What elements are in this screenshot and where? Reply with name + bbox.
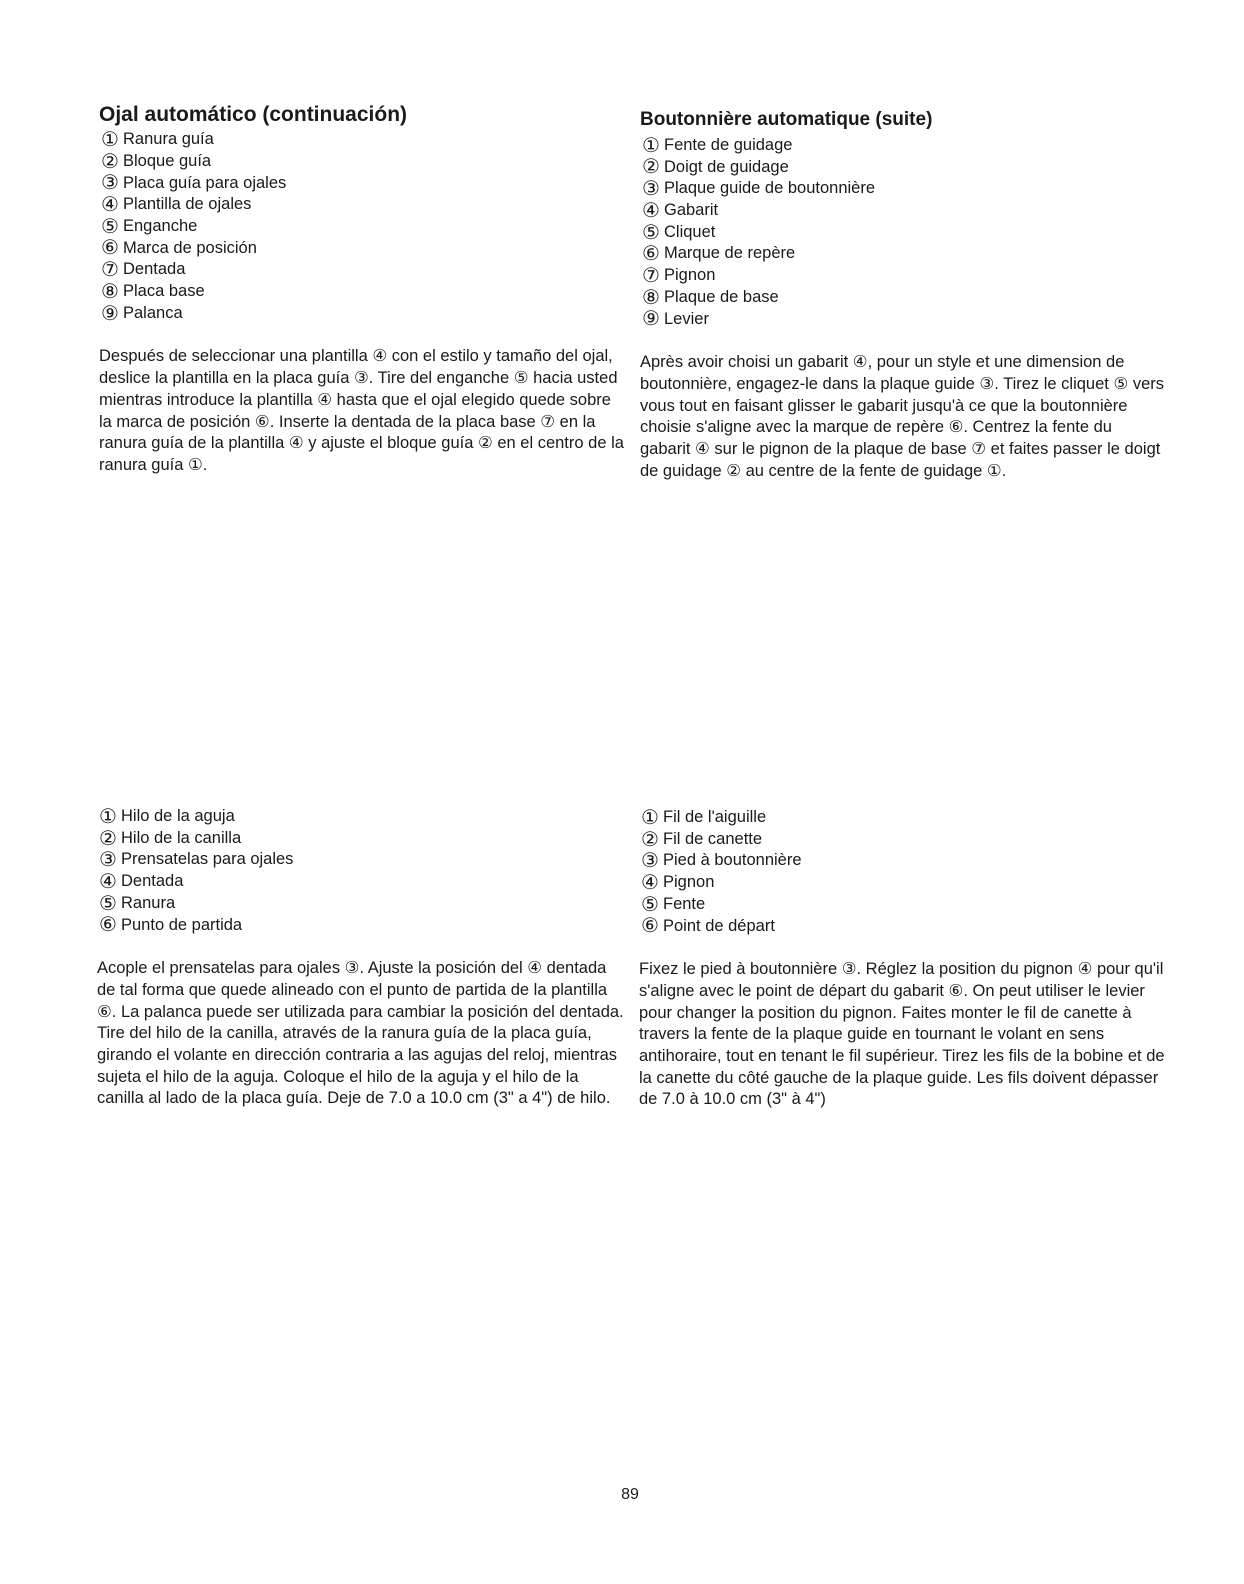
legend-label: Levier — [664, 309, 709, 328]
legend-list-es-bottom — [97, 806, 627, 936]
legend-label: Gabarit — [664, 201, 719, 219]
legend-label: Hilo de la aguja — [121, 807, 235, 825]
top-es-column — [99, 103, 624, 477]
legend-label: Marca de posición — [123, 238, 257, 257]
legend-label: Fil de canette — [663, 829, 763, 848]
legend-number: ② — [642, 156, 660, 179]
legend-item — [97, 849, 627, 871]
instructions-paragraph-fr-bottom: Fixez le pied à boutonnière ③. Réglez la position du pignon ④ pour qu'il s'aligne avec le point de départ du gabarit ⑥. On peut utiliser le levier pour changer la position du pignon. Faites monter le fil de canette à travers la fente de la plaque guide en tournant le volant en sens antihoraire, tout en tenant le fil supérieur. Tirez les fils de la bobine et de la canette du côté gauche de la plaque guide. Les fils doivent dépasser de 7.0 à 10.0 cm (3" à 4") — [639, 960, 1165, 1109]
legend-number: ⑥ — [641, 915, 659, 938]
legend-number: ⑤ — [101, 215, 119, 238]
bottom-fr-column — [639, 807, 1169, 1111]
legend-label: Fente — [663, 894, 706, 913]
legend-label: Dentada — [123, 260, 186, 279]
legend-item — [640, 287, 1165, 309]
legend-item — [99, 129, 624, 151]
legend-item — [99, 238, 624, 260]
legend-number: ④ — [101, 194, 119, 217]
legend-list-fr-top — [640, 135, 1165, 330]
legend-number: ③ — [641, 850, 659, 873]
legend-item — [639, 807, 1169, 829]
bottom-es-column — [97, 806, 627, 1110]
page-number: 89 — [621, 1486, 639, 1503]
legend-item — [639, 916, 1169, 938]
instructions-paragraph-es-top: Después de seleccionar una plantilla ④ con el estilo y tamaño del ojal, deslice la plantilla en la placa guía ③. Tire del enganche ⑤ hacia usted mientras introduce la plantilla ④ hasta que el ojal elegido quede sobre la marca de posición ⑥. Inserte la dentada de la placa base ⑦ en la ranura guía de la plantilla ④ y ajuste el bloque guía ② en el centro de la ranura guía ①. — [99, 347, 624, 474]
legend-list-es-top — [99, 129, 624, 324]
legend-number: ③ — [642, 178, 660, 201]
legend-label: Prensatelas para ojales — [121, 850, 294, 869]
legend-item — [97, 806, 627, 828]
legend-label: Ranura guía — [123, 130, 214, 149]
legend-item — [99, 216, 624, 238]
legend-item — [99, 303, 624, 325]
legend-number: ⑤ — [642, 221, 660, 244]
legend-label: Placa base — [123, 282, 205, 301]
legend-label: Bloque guía — [123, 151, 212, 170]
legend-number: ① — [641, 806, 659, 829]
legend-label: Point de départ — [663, 916, 775, 935]
legend-number: ⑦ — [101, 259, 119, 282]
legend-item — [640, 309, 1165, 331]
legend-label: Dentada — [121, 872, 184, 891]
legend-item — [99, 194, 624, 216]
legend-number: ⑥ — [642, 243, 660, 266]
legend-label: Pignon — [663, 873, 715, 892]
legend-number: ④ — [641, 871, 659, 894]
legend-label: Pied à boutonnière — [663, 851, 802, 870]
legend-item — [640, 178, 1165, 200]
legend-label: Palanca — [123, 303, 183, 322]
legend-number: ⑨ — [642, 308, 660, 331]
top-fr-column — [640, 110, 1165, 482]
legend-item — [639, 872, 1169, 894]
legend-item — [640, 243, 1165, 265]
legend-item — [640, 157, 1165, 179]
legend-label: Hilo de la canilla — [121, 828, 242, 847]
legend-number: ④ — [99, 870, 117, 893]
instructions-paragraph-fr-top: Après avoir choisi un gabarit ④, pour un style et une dimension de boutonnière, engagez-le dans la plaque guide ③. Tirez le cliquet ⑤ vers vous tout en faisant glisser le gabarit jusqu'à ce que la boutonnière choisie s'aligne avec la marque de repère ⑥. Centrez la fente du gabarit ④ sur le pignon de la plaque de base ⑦ et faites passer le doigt de guidage ② au centre de la fente de guidage ①. — [640, 353, 1164, 480]
legend-label: Enganche — [123, 216, 198, 235]
legend-label: Ranura — [121, 893, 176, 912]
legend-number: ⑥ — [101, 237, 119, 260]
legend-item — [97, 828, 627, 850]
legend-item — [99, 281, 624, 303]
legend-item — [97, 915, 627, 937]
legend-label: Plaque guide de boutonnière — [664, 179, 876, 198]
legend-label: Fil de l'aiguille — [663, 808, 767, 826]
legend-number: ⑥ — [99, 914, 117, 937]
legend-item — [99, 173, 624, 195]
legend-label: Pignon — [664, 266, 716, 285]
legend-number: ⑧ — [642, 286, 660, 309]
legend-label: Marque de repère — [664, 244, 796, 263]
legend-number: ⑤ — [99, 892, 117, 915]
legend-item — [640, 222, 1165, 244]
legend-item — [99, 151, 624, 173]
legend-number: ② — [641, 828, 659, 851]
legend-item — [639, 829, 1169, 851]
legend-label: Plantilla de ojales — [123, 195, 252, 214]
legend-label: Punto de partida — [121, 915, 243, 934]
legend-item — [97, 893, 627, 915]
legend-number: ⑨ — [101, 302, 119, 325]
legend-item — [97, 871, 627, 893]
legend-label: Plaque de base — [664, 287, 779, 306]
instructions-paragraph-es-bottom: Acople el prensatelas para ojales ③. Ajuste la posición del ④ dentada de tal forma que quede alineado con el punto de partida de la plantilla ⑥. La palanca puede ser utilizada para cambiar la posición del dentada. Tire del hilo de la canilla, através de la ranura guía de la placa guía, girando el volante en dirección contraria a las agujas del reloj, mientras sujeta el hilo de la aguja. Coloque el hilo de la aguja y el hilo de la canilla al lado de la placa guía. Deje de 7.0 a 10.0 cm (3" a 4") de hilo. — [97, 959, 624, 1108]
legend-item — [639, 850, 1169, 872]
legend-label: Fente de guidage — [664, 135, 793, 154]
legend-number: ① — [99, 805, 117, 828]
legend-item — [640, 200, 1165, 222]
legend-item — [640, 265, 1165, 287]
legend-item — [99, 259, 624, 281]
page-title-fr: Boutonnière automatique (suite) — [640, 109, 933, 130]
legend-label: Doigt de guidage — [664, 157, 789, 176]
legend-number: ① — [101, 128, 119, 151]
legend-label: Cliquet — [664, 222, 716, 241]
legend-list-fr-bottom — [639, 807, 1169, 937]
legend-number: ⑧ — [101, 280, 119, 303]
legend-label: Placa guía para ojales — [123, 173, 287, 192]
legend-item — [639, 894, 1169, 916]
legend-number: ① — [642, 134, 660, 157]
legend-number: ⑤ — [641, 893, 659, 916]
page-title-es: Ojal automático (continuación) — [99, 103, 408, 126]
legend-number: ④ — [642, 199, 660, 222]
legend-number: ③ — [101, 172, 119, 195]
legend-number: ⑦ — [642, 264, 660, 287]
legend-item — [640, 135, 1165, 157]
legend-number: ③ — [99, 849, 117, 872]
legend-number: ② — [99, 827, 117, 850]
legend-number: ② — [101, 150, 119, 173]
